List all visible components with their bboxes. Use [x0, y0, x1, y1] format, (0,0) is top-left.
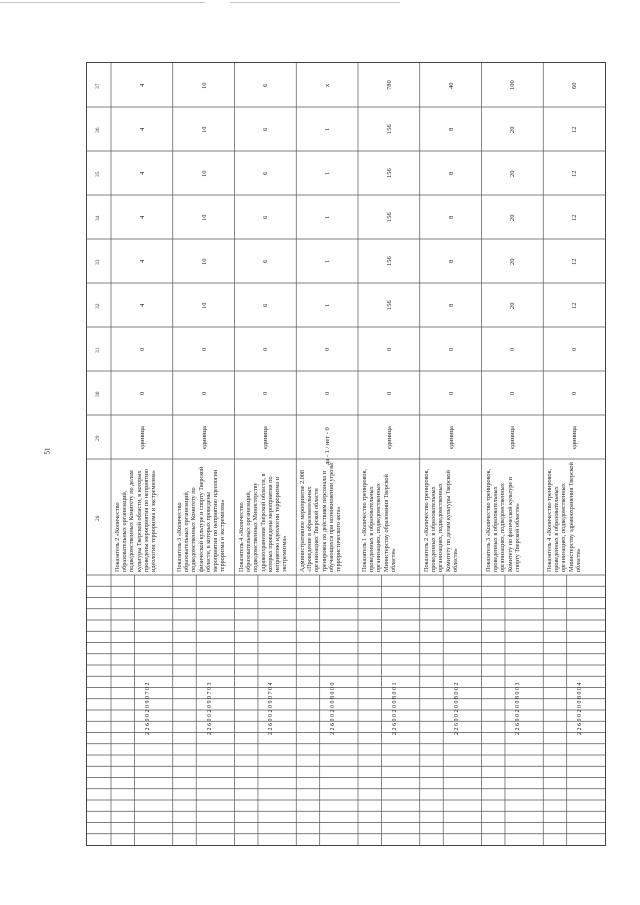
unit-of-measure: да - 1 / нет - 0 [324, 427, 332, 465]
scan-edge-line-left [0, 2, 205, 3]
indicator-value: 12 [571, 258, 579, 265]
indicator-value: 4 [138, 215, 146, 219]
indicator-value: 60 [571, 82, 579, 89]
budget-code: 2 2 6 0 0 2 0 9 0 7 0 4 [268, 682, 275, 735]
indicator-value: 12 [571, 126, 579, 133]
indicator-value: 4 [138, 127, 146, 131]
indicator-value: 156 [385, 256, 393, 267]
budget-code: 2 2 6 0 0 2 0 0 8 0 0 1 [391, 682, 398, 735]
budget-code: 2 2 6 0 0 2 0 9 0 7 0 2 [144, 682, 151, 735]
budget-code: 2 2 6 0 0 2 0 0 8 0 0 3 [515, 682, 522, 735]
indicator-value: 0 [324, 391, 332, 395]
indicator-value: 0 [571, 391, 579, 395]
indicator-value: 1 [324, 303, 332, 307]
indicator-value: 1 [324, 259, 332, 263]
unit-of-measure: единица [571, 426, 579, 450]
indicator-value: 0 [200, 391, 208, 395]
unit-of-measure: единица [138, 426, 146, 450]
budget-code: 2 2 6 0 0 2 0 0 8 0 0 0 [330, 682, 337, 735]
indicator-description: Показатель 1 «Количество тренировок, проведенных в образовательных организациях, подведомственных Министерству образования Тверской области» [361, 468, 397, 572]
indicator-value: 156 [385, 124, 393, 135]
column-header-c37: 37 [95, 83, 101, 89]
indicator-description: Административное мероприятие 2.008 «Проведение в образовательных организациях Тверской области тренировок по действиям персонала и обучающихся при возникновении угрозы террористического акта» [299, 463, 343, 572]
indicator-value: 6 [262, 83, 270, 87]
column-header-c29: 29 [95, 435, 101, 441]
indicator-value: 0 [447, 391, 455, 395]
indicator-value: 20 [509, 214, 517, 221]
column-header-c32: 32 [95, 303, 101, 309]
column-header-c33: 33 [95, 259, 101, 265]
indicator-value: 10 [200, 302, 208, 309]
indicator-value: 10 [200, 170, 208, 177]
indicator-value: 20 [509, 170, 517, 177]
indicator-value: 6 [262, 303, 270, 307]
table-grid-lines [87, 63, 605, 845]
indicator-value: 12 [571, 214, 579, 221]
indicator-value: 1 [324, 215, 332, 219]
indicator-value: 0 [509, 347, 517, 351]
indicator-value: 0 [262, 347, 270, 351]
column-header-c35: 35 [95, 171, 101, 177]
indicator-value: 0 [138, 391, 146, 395]
indicator-value: 1 [324, 171, 332, 175]
budget-code: 2 2 6 0 0 2 0 0 8 0 0 4 [577, 682, 584, 735]
indicator-value: 156 [385, 300, 393, 311]
indicator-value: 8 [447, 215, 455, 219]
indicator-value: 0 [200, 347, 208, 351]
indicator-value: 12 [571, 302, 579, 309]
column-header-c34: 34 [95, 215, 101, 221]
unit-of-measure: единица [200, 426, 208, 450]
indicator-value: 10 [200, 126, 208, 133]
page-number: 51 [43, 447, 52, 455]
indicator-value: 0 [324, 347, 332, 351]
indicator-value: 10 [200, 214, 208, 221]
indicator-value: 8 [447, 127, 455, 131]
indicator-value: 156 [385, 168, 393, 179]
indicator-value: 0 [509, 391, 517, 395]
unit-of-measure: единица [509, 426, 517, 450]
unit-of-measure: единица [385, 426, 393, 450]
indicator-value: 0 [262, 391, 270, 395]
indicator-value: x [324, 83, 332, 87]
indicator-description: Показатель 4 «Количество тренировок, проведенных в образовательных организациях, подведомственных Министерству здравоохранения Тверской области» [546, 462, 583, 572]
budget-code: 2 2 6 0 0 2 0 0 8 0 0 2 [453, 682, 460, 735]
column-header-c31: 31 [95, 347, 101, 353]
indicator-value: 0 [571, 347, 579, 351]
indicator-value: 0 [385, 391, 393, 395]
indicator-value: 0 [447, 347, 455, 351]
column-header-c36: 36 [95, 127, 101, 133]
indicator-description: Показатель 4 «Количество образовательных организаций, подведомственных Министерству здравоохранения Тверской области, в которых проведены мероприятия по неприятию идеологии терроризма и экстремизма» [237, 473, 288, 572]
indicator-value: 4 [138, 171, 146, 175]
unit-of-measure: единица [447, 426, 455, 450]
indicator-value: 20 [509, 302, 517, 309]
indicator-description: Показатель 3 «Количество тренировок, проведенных в образовательных организациях, подведомственных Комитету по физической культуре и спорту Тверской области» [484, 468, 521, 572]
column-header-c30: 30 [95, 391, 101, 397]
indicator-description: Показатель 3 «Количество образовательных организаций, подведомственных Комитету по физической культуре и спорту Тверской области, в которых проведены мероприятия по неприятию идеологии терроризма и экстремизма» [175, 466, 226, 572]
indicator-value: 20 [509, 258, 517, 265]
unit-of-measure: единица [262, 426, 270, 450]
scan-edge-line-mid [230, 2, 400, 3]
indicator-value: 8 [447, 303, 455, 307]
indicator-value: 4 [138, 83, 146, 87]
indicator-value: 0 [385, 347, 393, 351]
indicator-value: 10 [200, 82, 208, 89]
indicator-value: 100 [509, 80, 517, 91]
indicator-value: 8 [447, 171, 455, 175]
indicator-value: 6 [262, 215, 270, 219]
indicator-value: 20 [509, 126, 517, 133]
indicator-value: 780 [385, 80, 393, 91]
indicator-value: 40 [447, 82, 455, 89]
indicator-value: 8 [447, 259, 455, 263]
indicator-value: 4 [138, 303, 146, 307]
indicator-value: 156 [385, 212, 393, 223]
indicator-value: 6 [262, 127, 270, 131]
budget-code: 2 2 6 0 0 2 0 9 0 7 0 3 [206, 682, 213, 735]
indicator-value: 4 [138, 259, 146, 263]
rotated-data-table [86, 62, 606, 846]
indicator-value: 12 [571, 170, 579, 177]
indicator-description: Показатель 2 «Количество тренировок, проведенных в образовательных организациях, подведомственных Комитету по делам культуры Тверской области» [422, 468, 459, 572]
indicator-value: 6 [262, 171, 270, 175]
indicator-value: 6 [262, 259, 270, 263]
indicator-description: Показатель 2 «Количество образовательных организаций, подведомственных Комитету по делам культуры Тверской области, в которых проведены мероприятия по неприятию идеологии терроризма и экстремизма» [114, 469, 158, 572]
indicator-value: 10 [200, 258, 208, 265]
indicator-value: 1 [324, 127, 332, 131]
column-header-c28: 28 [95, 515, 101, 521]
indicator-value: 0 [138, 347, 146, 351]
